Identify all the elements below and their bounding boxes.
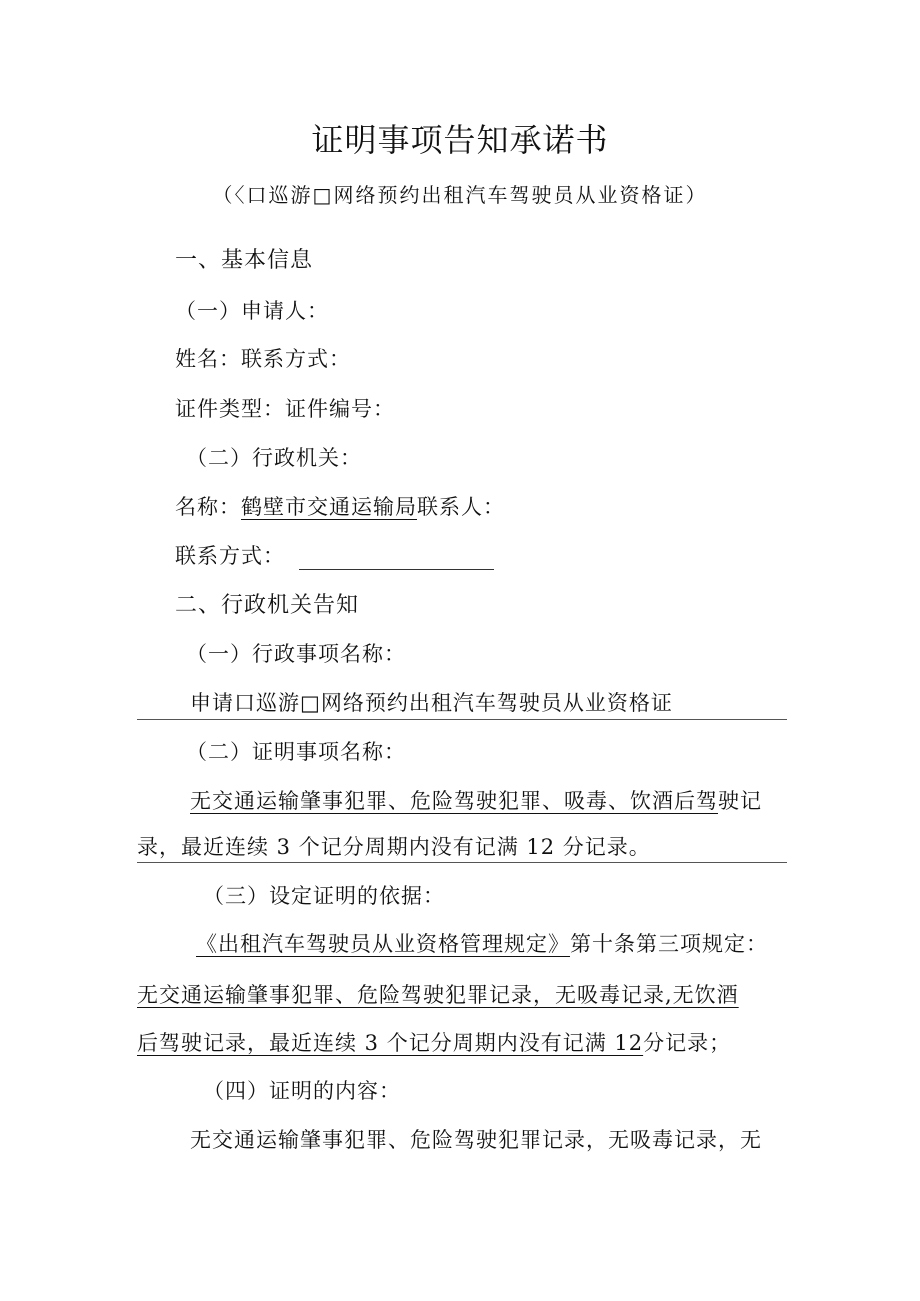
id-type-number-line: 证件类型：证件编号：: [175, 397, 395, 421]
section-notice-heading: 二、行政机关告知: [175, 593, 360, 618]
cert-name-rule: [137, 862, 787, 863]
document-subtitle: （〈口巡游□网络预约出租汽车驾驶员从业资格证）: [212, 183, 708, 207]
agency-name-label: 名称：: [175, 495, 241, 519]
section-basic-info-heading: 一、基本信息: [175, 248, 314, 273]
cert-name-line-2: 录，最近连续 3 个记分周期内没有记满 12 分记录。: [137, 835, 651, 859]
content-label: （四）证明的内容：: [203, 1079, 401, 1103]
agency-contact-line: [175, 542, 494, 570]
document-title: 证明事项告知承诺书: [311, 121, 609, 159]
basis-line-2: 无交通运输肇事犯罪、危险驾驶犯罪记录，无吸毒记录,无饮酒: [137, 983, 739, 1007]
cert-name-line-1: [190, 787, 762, 815]
agency-contact-method-blank: [299, 547, 494, 570]
item-name-value: 申请口巡游□网络预约出租汽车驾驶员从业资格证: [190, 691, 673, 715]
agency-label: （二）行政机关：: [186, 446, 362, 470]
cert-name-label: （二）证明事项名称：: [186, 740, 406, 764]
agency-name-value: 鹤壁市交通运输局: [241, 495, 417, 519]
applicant-label: （一）申请人：: [175, 299, 329, 323]
basis-line-1-rest: 第十条第三项规定：: [570, 932, 768, 956]
basis-line-1: [196, 930, 768, 958]
basis-line-3-underlined: 后驾驶记录，最近连续 3 个记分周期内没有记满 12: [137, 1031, 644, 1055]
cert-name-line-1-rest: 驶记: [718, 789, 762, 813]
basis-line-3-rest: 分记录；: [643, 1031, 732, 1055]
agency-contact-method-label: 联系方式：: [175, 544, 285, 568]
cert-name-line-1-underlined: 无交通运输肇事犯罪、危险驾驶犯罪、吸毒、饮酒后驾: [190, 789, 718, 813]
item-name-label: （一）行政事项名称：: [186, 642, 406, 666]
content-line-1: 无交通运输肇事犯罪、危险驾驶犯罪记录，无吸毒记录，无: [190, 1128, 762, 1152]
agency-contact-person-label: 联系人：: [417, 495, 505, 519]
agency-name-line: [175, 493, 505, 521]
item-name-rule: [137, 719, 787, 720]
basis-line-1-underlined: 《出租汽车驾驶员从业资格管理规定》: [196, 932, 570, 956]
name-contact-line: 姓名：联系方式：: [175, 347, 351, 371]
basis-label: （三）设定证明的依据：: [203, 884, 445, 908]
basis-line-3: [137, 1029, 731, 1057]
